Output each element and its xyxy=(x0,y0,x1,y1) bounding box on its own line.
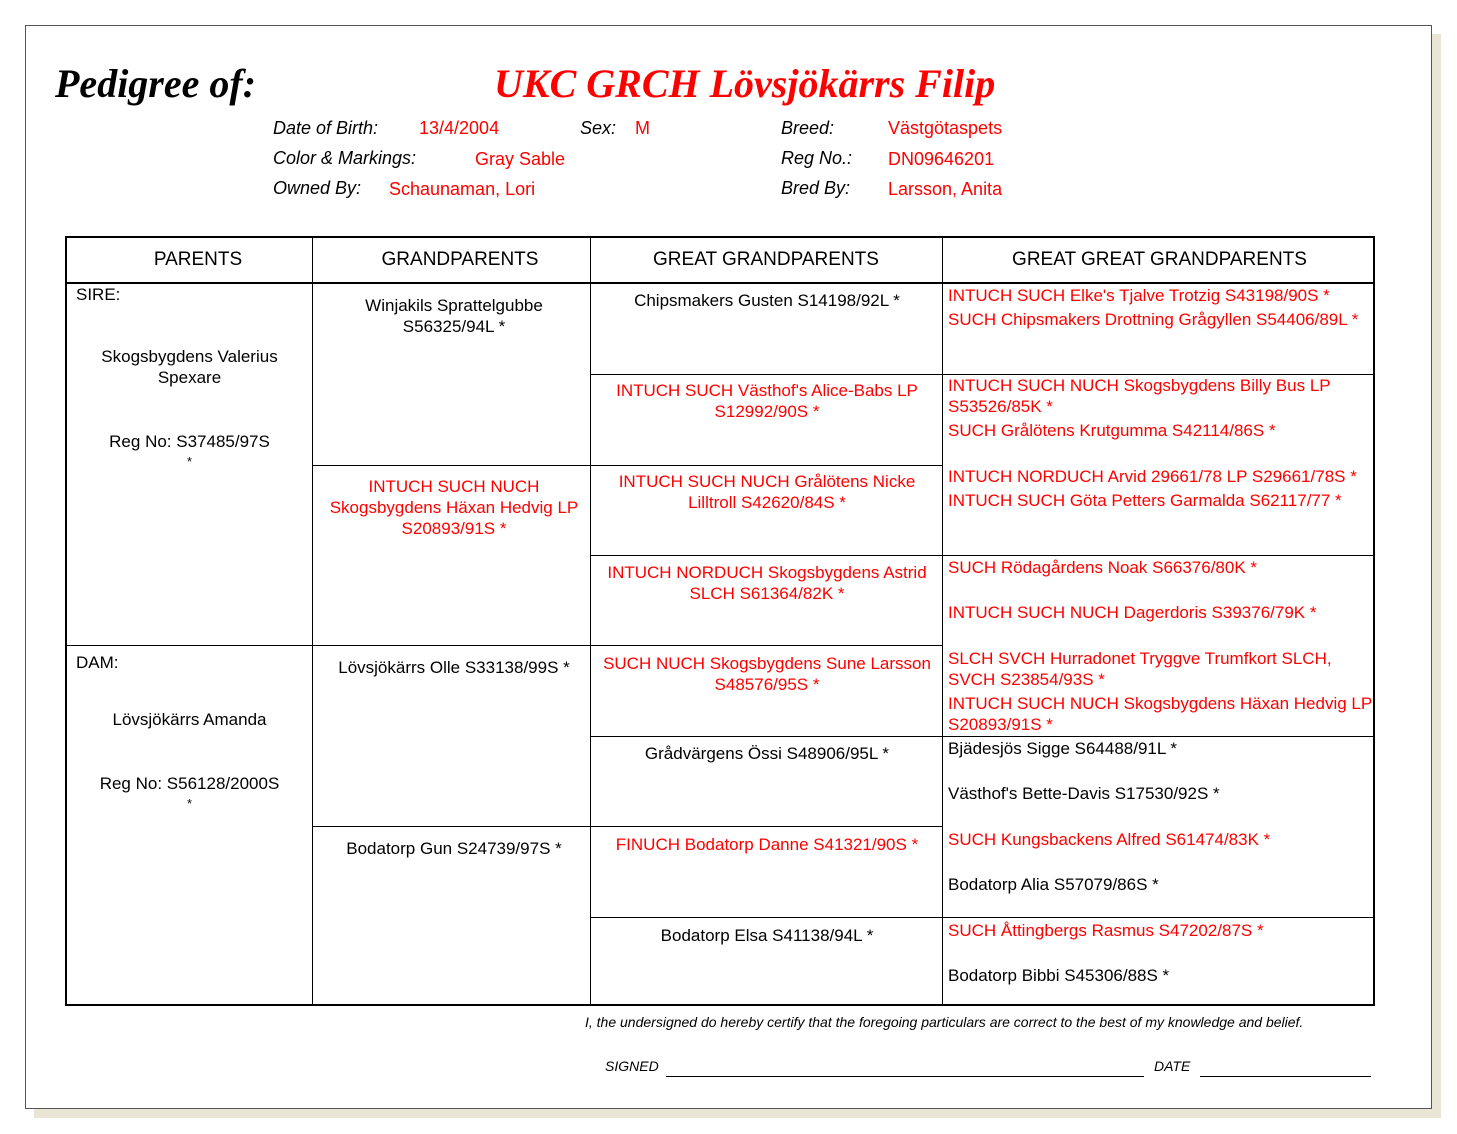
great-grandparent-cell: FINUCH Bodatorp Danne S41321/90S * xyxy=(615,835,919,854)
ancestor-entry: Bodatorp Alia S57079/86S * xyxy=(948,875,1159,894)
ancestor-entry: SUCH Chipsmakers Drottning Grågyllen S54406/89L * xyxy=(948,310,1359,329)
signed-label: SIGNED xyxy=(605,1058,659,1074)
great-great-grandparent-cell xyxy=(948,920,1373,986)
row-divider xyxy=(590,917,1373,918)
column-header-parents: PARENTS xyxy=(153,249,243,270)
pedigree-label: Pedigree of: xyxy=(55,61,257,106)
great-grandparent-cell: INTUCH SUCH Västhof's Alice-Babs LP S12992/90S * xyxy=(616,381,918,421)
great-grandparent-cell: Bodatorp Elsa S41138/94L * xyxy=(660,926,874,945)
sire-reg: Reg No: S37485/97S xyxy=(109,432,270,451)
ancestor-entry: SUCH Åttingbergs Rasmus S47202/87S * xyxy=(948,921,1264,940)
ancestor-entry: SUCH Kungsbackens Alfred S61474/83K * xyxy=(948,830,1271,849)
dog-name-title: UKC GRCH Lövsjökärrs Filip xyxy=(494,61,996,106)
dam-label: DAM: xyxy=(76,653,119,672)
signature-line[interactable] xyxy=(666,1076,1144,1077)
certification-text: I, the undersigned do hereby certify that the foregoing particulars are correct to the best of my knowledge and belief. xyxy=(585,1014,1304,1030)
dam-name: Lövsjökärrs Amanda xyxy=(112,710,267,729)
great-grandparent-cell: INTUCH SUCH NUCH Grålötens Nicke Lilltroll S42620/84S * xyxy=(618,472,916,512)
ancestor-entry: Bodatorp Bibbi S45306/88S * xyxy=(948,966,1170,985)
date-line[interactable] xyxy=(1200,1076,1371,1077)
column-header-grandparents: GRANDPARENTS xyxy=(381,249,539,270)
great-great-grandparent-cell xyxy=(948,466,1373,511)
great-great-grandparent-cell xyxy=(948,648,1373,735)
great-great-grandparent-cell xyxy=(948,738,1373,804)
ancestor-entry: INTUCH SUCH NUCH Dagerdoris S39376/79K * xyxy=(948,603,1317,622)
ancestor-entry: SLCH SVCH Hurradonet Tryggve Trumfkort SLCH, SVCH S23854/93S * xyxy=(948,649,1332,689)
ancestor-entry: Västhof's Bette-Davis S17530/92S * xyxy=(948,784,1220,803)
ancestor-entry: INTUCH SUCH Göta Petters Garmalda S62117/77 * xyxy=(948,491,1342,510)
sire-star: * xyxy=(186,454,193,469)
ancestor-entry: INTUCH NORDUCH Arvid 29661/78 LP S29661/78S * xyxy=(948,467,1357,486)
column-divider xyxy=(942,238,943,1004)
great-grandparent-cell: SUCH NUCH Skogsbygdens Sune Larsson S48576/95S * xyxy=(603,654,931,694)
grandparent-cell: INTUCH SUCH NUCH Skogsbygdens Häxan Hedvig LP S20893/91S * xyxy=(329,477,579,538)
great-great-grandparent-cell xyxy=(948,557,1373,623)
reg-value: DN09646201 xyxy=(888,149,995,169)
great-grandparent-cell: Grådvärgens Össi S48906/95L * xyxy=(644,744,890,763)
sire-label: SIRE: xyxy=(76,285,121,304)
sire-name: Skogsbygdens Valerius Spexare xyxy=(101,347,278,387)
great-great-grandparent-cell xyxy=(948,375,1373,441)
header-divider xyxy=(67,282,1373,284)
ancestor-entry: SUCH Rödagårdens Noak S66376/80K * xyxy=(948,558,1258,577)
owned-label: Owned By: xyxy=(273,178,362,198)
row-divider xyxy=(312,826,942,827)
great-great-grandparent-cell xyxy=(948,829,1373,895)
column-header-great-grandparents: GREAT GRANDPARENTS xyxy=(653,249,879,270)
grandparent-cell: Winjakils Sprattelgubbe S56325/94L * xyxy=(365,296,543,336)
reg-label: Reg No.: xyxy=(781,148,853,168)
breed-value: Västgötaspets xyxy=(888,118,1003,138)
breed-label: Breed: xyxy=(781,118,835,138)
column-divider xyxy=(590,238,591,1004)
row-divider xyxy=(590,736,1373,737)
grandparent-cell: Bodatorp Gun S24739/97S * xyxy=(346,839,562,858)
row-divider xyxy=(312,465,942,466)
ancestor-entry: INTUCH SUCH NUCH Skogsbygdens Häxan Hedvig LP S20893/91S * xyxy=(948,694,1372,734)
grandparent-cell: Lövsjökärrs Olle S33138/99S * xyxy=(338,658,570,677)
ancestor-entry: Bjädesjös Sigge S64488/91L * xyxy=(948,739,1178,758)
color-label: Color & Markings: xyxy=(273,148,417,168)
dam-reg: Reg No: S56128/2000S xyxy=(99,774,280,793)
row-divider xyxy=(590,555,1373,556)
dob-value: 13/4/2004 xyxy=(419,118,500,138)
bred-label: Bred By: xyxy=(781,178,851,198)
great-grandparent-cell: Chipsmakers Gusten S14198/92L * xyxy=(634,291,900,310)
date-label: DATE xyxy=(1154,1058,1191,1074)
great-great-grandparent-cell xyxy=(948,285,1373,330)
column-divider xyxy=(312,238,313,1004)
row-divider xyxy=(67,645,942,646)
color-value: Gray Sable xyxy=(475,149,566,169)
ancestor-entry: SUCH Grålötens Krutgumma S42114/86S * xyxy=(948,421,1276,440)
ancestor-entry: INTUCH SUCH NUCH Skogsbygdens Billy Bus LP S53526/85K * xyxy=(948,376,1331,416)
column-header-great-great-grandparents: GREAT GREAT GRANDPARENTS xyxy=(1012,249,1307,270)
pedigree-table xyxy=(65,236,1375,1006)
dob-label: Date of Birth: xyxy=(273,118,379,138)
owned-value: Schaunaman, Lori xyxy=(389,179,536,199)
dam-star: * xyxy=(186,796,193,811)
ancestor-entry: INTUCH SUCH Elke's Tjalve Trotzig S43198/90S * xyxy=(948,286,1330,305)
bred-value: Larsson, Anita xyxy=(888,179,1003,199)
great-grandparent-cell: INTUCH NORDUCH Skogsbygdens Astrid SLCH S61364/82K * xyxy=(607,563,927,603)
sex-label: Sex: xyxy=(580,118,617,138)
sex-value: M xyxy=(635,118,650,138)
